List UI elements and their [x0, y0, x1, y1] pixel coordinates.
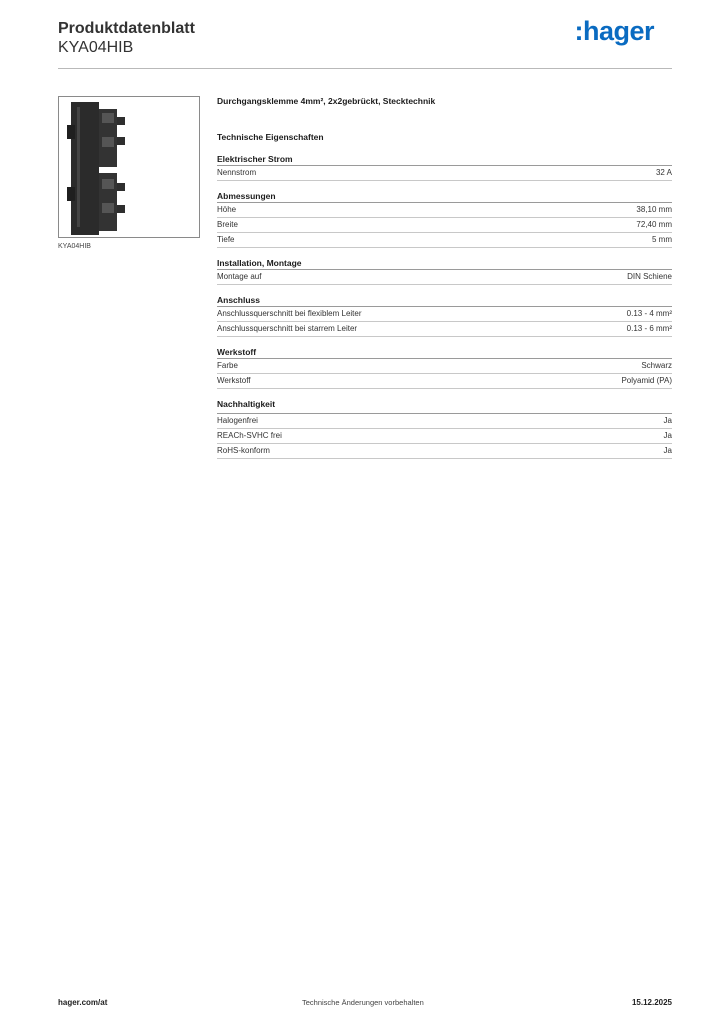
- image-caption: KYA04HIB: [58, 243, 91, 250]
- section-title: Installation, Montage: [217, 257, 672, 270]
- section-sustainability: [217, 398, 672, 459]
- section-title: Anschluss: [217, 294, 672, 307]
- section-electric: [217, 153, 672, 181]
- row-label: Anschlussquerschnitt bei flexiblem Leiter: [217, 309, 362, 318]
- table-row: [217, 203, 672, 218]
- product-code: KYA04HIB: [58, 39, 134, 56]
- row-value: 72,40 mm: [636, 220, 672, 229]
- row-label: REACh-SVHC frei: [217, 431, 282, 440]
- row-label: Anschlussquerschnitt bei starrem Leiter: [217, 324, 358, 333]
- table-row: [217, 166, 672, 181]
- row-label: Halogenfrei: [217, 416, 258, 425]
- section-dimensions: [217, 190, 672, 248]
- section-title: Werkstoff: [217, 346, 672, 359]
- row-label: RoHS-konform: [217, 446, 270, 455]
- terminal-block-icon: [59, 97, 199, 237]
- row-value: Polyamid (PA): [621, 376, 672, 385]
- header-divider: [58, 68, 672, 69]
- properties-heading: Technische Eigenschaften: [217, 132, 324, 142]
- row-value: Schwarz: [641, 361, 672, 370]
- section-title: Abmessungen: [217, 190, 672, 203]
- footer-date: 15.12.2025: [631, 998, 672, 1007]
- row-label: Tiefe: [217, 235, 235, 244]
- table-row: [217, 414, 672, 429]
- row-value: 5 mm: [652, 235, 672, 244]
- footer-website[interactable]: hager.com/at: [58, 998, 108, 1007]
- row-value: 32 A: [655, 168, 672, 177]
- table-row: [217, 218, 672, 233]
- section-title: Nachhaltigkeit: [217, 398, 672, 414]
- row-value: Ja: [663, 431, 672, 440]
- table-row: [217, 322, 672, 337]
- row-label: Werkstoff: [217, 376, 251, 385]
- section-title: Elektrischer Strom: [217, 153, 672, 166]
- product-image: [58, 96, 200, 238]
- row-label: Montage auf: [217, 272, 262, 281]
- row-value: DIN Schiene: [627, 272, 672, 281]
- product-description: Durchgangsklemme 4mm², 2x2gebrückt, Stecktechnik: [217, 96, 436, 106]
- row-value: Ja: [663, 416, 672, 425]
- table-row: [217, 444, 672, 459]
- row-label: Höhe: [217, 205, 237, 214]
- section-connection: [217, 294, 672, 337]
- row-label: Nennstrom: [217, 168, 257, 177]
- row-value: 38,10 mm: [636, 205, 672, 214]
- row-value: Ja: [663, 446, 672, 455]
- section-installation: [217, 257, 672, 285]
- row-label: Farbe: [217, 361, 238, 370]
- specs-content: [217, 95, 672, 468]
- table-row: [217, 233, 672, 248]
- table-row: [217, 429, 672, 444]
- section-material: [217, 346, 672, 389]
- table-row: [217, 307, 672, 322]
- row-label: Breite: [217, 220, 238, 229]
- footer-note: Technische Änderungen vorbehalten: [302, 998, 424, 1007]
- row-value: 0.13 - 6 mm²: [626, 324, 672, 333]
- page-title: Produktdatenblatt: [58, 20, 195, 37]
- table-row: [217, 359, 672, 374]
- table-row: [217, 270, 672, 285]
- table-row: [217, 374, 672, 389]
- hager-logo: :hager: [574, 16, 654, 46]
- row-value: 0.13 - 4 mm²: [626, 309, 672, 318]
